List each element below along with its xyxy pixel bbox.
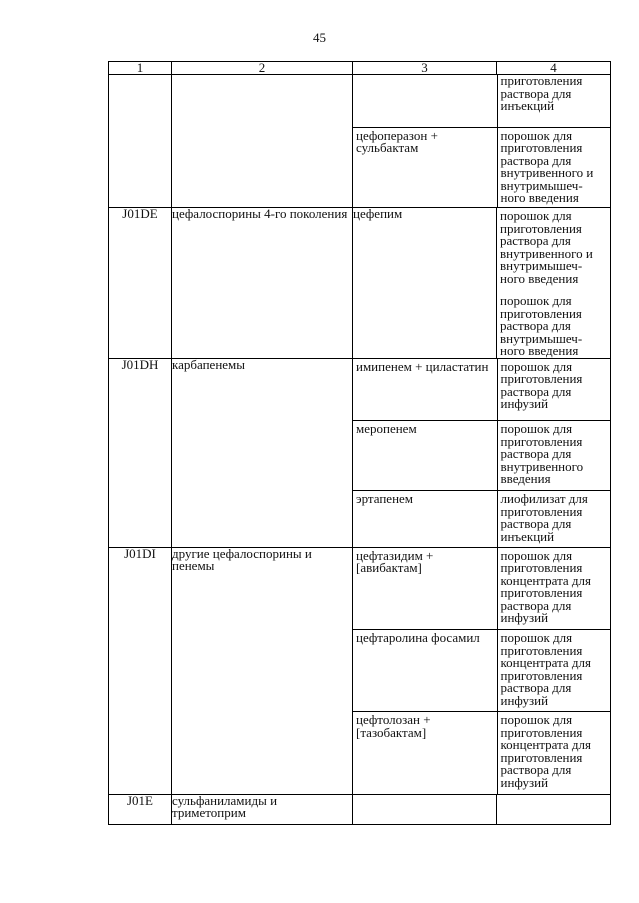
drug-list bbox=[353, 358, 611, 547]
group-name-cell: карбапенемы bbox=[172, 358, 353, 547]
drug-row bbox=[353, 359, 611, 421]
drug-table bbox=[108, 61, 611, 825]
drug-row bbox=[353, 421, 611, 491]
table-row bbox=[109, 208, 611, 359]
dosage-form: порошок для приготовления раствора для внутривенного введения bbox=[497, 421, 611, 491]
drug-row bbox=[353, 491, 611, 547]
drug-name: цефтазидим + [авибактам] bbox=[353, 548, 497, 630]
drug-row bbox=[353, 548, 611, 630]
drug-name: цефепим bbox=[353, 208, 497, 359]
dosage-form-item: порошок для приготовления раствора для внутривенного и внутримышеч- ного введения bbox=[500, 208, 593, 286]
dosage-form: лиофилизат для приготовления раствора для инъекций bbox=[500, 491, 588, 544]
drug-list bbox=[353, 75, 611, 208]
drug-name: цефтолозан + [тазобактам] bbox=[353, 712, 497, 794]
group-name-cell bbox=[172, 75, 353, 208]
table-row bbox=[109, 794, 611, 824]
code-cell: J01DE bbox=[109, 208, 172, 359]
dosage-form: порошок для приготовления концентрата для приготовления раствора для инфузий bbox=[497, 630, 611, 712]
table-row bbox=[109, 547, 611, 794]
drug-name: меропенем bbox=[353, 421, 497, 491]
dosage-form: порошок для приготовления раствора для инфузий bbox=[497, 359, 611, 421]
dosage-form-item: порошок для приготовления раствора для внутримышеч- ного введения bbox=[500, 293, 583, 358]
dosage-form bbox=[497, 794, 611, 824]
dosage-form: порошок для приготовления раствора для внутривенного и внутримышеч- ного введения bbox=[500, 127, 594, 205]
drug-list bbox=[353, 547, 611, 794]
drug-row bbox=[353, 712, 611, 794]
drug-name: имипенем + циластатин bbox=[353, 359, 497, 421]
drug-name bbox=[353, 794, 497, 824]
code-cell: J01E bbox=[109, 794, 172, 824]
code-cell: J01DI bbox=[109, 547, 172, 794]
dosage-form bbox=[497, 208, 611, 359]
drug-row bbox=[353, 630, 611, 712]
group-name-cell: цефалоспорины 4-го поколения bbox=[172, 208, 353, 359]
drug-row bbox=[353, 75, 611, 127]
column-header-4: 4 bbox=[497, 62, 611, 75]
column-header-3: 3 bbox=[353, 62, 497, 75]
group-name-cell: сульфаниламиды и триметоприм bbox=[172, 794, 353, 824]
drug-name: цефоперазон + сульбактам bbox=[353, 127, 497, 207]
drug-row bbox=[353, 127, 611, 207]
table-row bbox=[109, 358, 611, 547]
drug-name: эртапенем bbox=[353, 491, 497, 547]
drug-name bbox=[353, 75, 497, 127]
dosage-form: порошок для приготовления концентрата для приготовления раствора для инфузий bbox=[500, 712, 592, 790]
code-cell bbox=[109, 75, 172, 208]
dosage-form: приготовления раствора для инъекций bbox=[497, 75, 611, 127]
column-header-2: 2 bbox=[172, 62, 353, 75]
group-name-cell: другие цефалоспорины и пенемы bbox=[172, 547, 353, 794]
page-number: 45 bbox=[313, 30, 326, 45]
dosage-form: порошок для приготовления концентрата для приготовления раствора для инфузий bbox=[497, 548, 611, 630]
code-cell: J01DH bbox=[109, 358, 172, 547]
drug-name: цефтаролина фосамил bbox=[353, 630, 497, 712]
column-header-1: 1 bbox=[109, 62, 172, 75]
table-row bbox=[109, 75, 611, 208]
